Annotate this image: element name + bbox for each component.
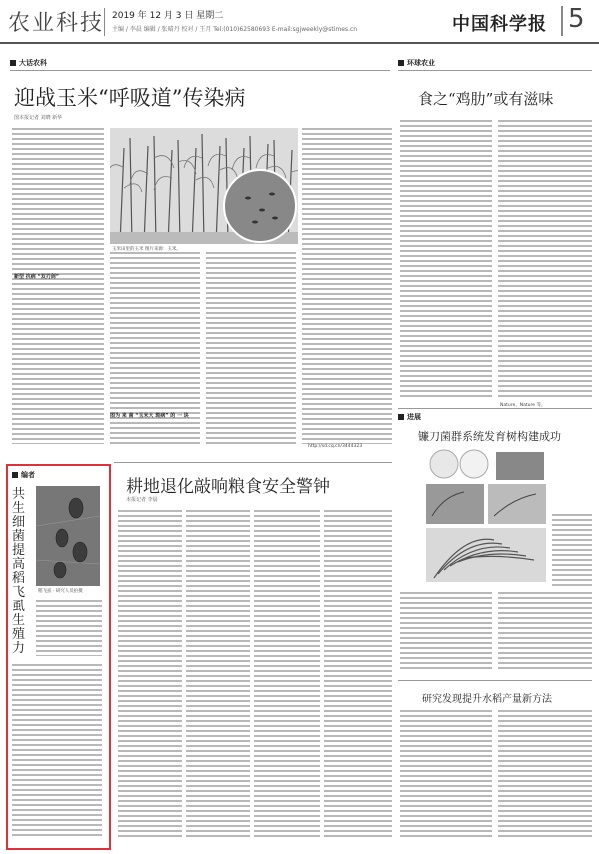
issue-date: 2019 年 12 月 3 日 星期二 [112,11,224,21]
square-bullet-icon [398,60,404,66]
column-label-progress [398,412,421,422]
article-text-column [186,508,250,840]
headline-chicken-rib: 食之“鸡肋”或有滋味 [418,90,554,108]
column-label-editor [12,470,35,480]
article-footer-url: http://sd.cq.cn/3444323 [308,444,363,449]
article-text-column-4 [302,126,392,444]
divider [398,70,592,71]
article-text-column [498,118,592,400]
article-text-column [498,708,592,840]
page-number-divider [561,6,563,36]
article-text-column-3 [206,250,296,444]
photo-caption: 稻飞虱 · 研究人员拍摄 [38,589,83,594]
photo-caption: 玉米田里的玉米 图片来源：玉米。 [112,247,181,252]
byline: 本报记者 李晨 [126,497,158,503]
divider [10,70,390,71]
byline: 图本报记者 刘晓 新华 [14,115,63,121]
column-label-text: 环球农业 [407,59,435,67]
column-label-dahua [10,58,47,68]
square-bullet-icon [398,414,404,420]
planthopper-photo [36,486,100,586]
headline-fusarium: 镰刀菌群系统发育树构建成功 [418,430,561,443]
subheading: 新型 抗病 “双刃剑” [14,274,60,280]
article-text-column [400,118,492,400]
column-label-text: 大话农科 [19,59,47,67]
column-label-text: 进展 [407,413,421,421]
article-text-column [254,508,320,840]
editor-info: 主编 / 李晨 编辑 / 张晴丹 校对 / 王月 Tel:(010)62580693 E-mail:sgjweekly@stimes.cn [112,26,358,33]
headline-planthopper: 共生细菌提高稻飞虱生殖力 [12,487,26,656]
article-text-column [118,508,182,840]
page-number: 5 [568,4,585,34]
article-text-column [498,590,592,670]
article-text-block [36,598,102,656]
article-text-column-1 [12,126,104,444]
article-footer-source: Nature、Nature 等。 [500,403,546,408]
headline-corn-disease: 迎战玉米“呼吸道”传染病 [14,86,246,110]
fusarium-micrograph [424,446,548,584]
corn-field-photo [110,128,298,244]
newspaper-name: 中国科学报 [452,14,547,35]
square-bullet-icon [12,472,18,478]
article-text-column [400,708,492,840]
article-text-block [12,662,102,838]
article-text-column [400,590,492,670]
article-text-column [324,508,392,840]
column-label-global [398,58,435,68]
photo-caption-text [552,512,592,588]
divider [398,408,592,409]
headline-farmland-degradation: 耕地退化敲响粮食安全警钟 [126,477,330,497]
square-bullet-icon [10,60,16,66]
divider [114,462,392,463]
column-label-text: 编者 [21,471,35,479]
section-title: 农业科技 [8,11,105,36]
divider [398,680,592,681]
subheading: 图为 来 南 “玉米大 斑病” 的 一 块 [110,413,189,419]
header-divider [104,8,105,36]
headline-rice-yield: 研究发现提升水稻产量新方法 [422,694,552,705]
